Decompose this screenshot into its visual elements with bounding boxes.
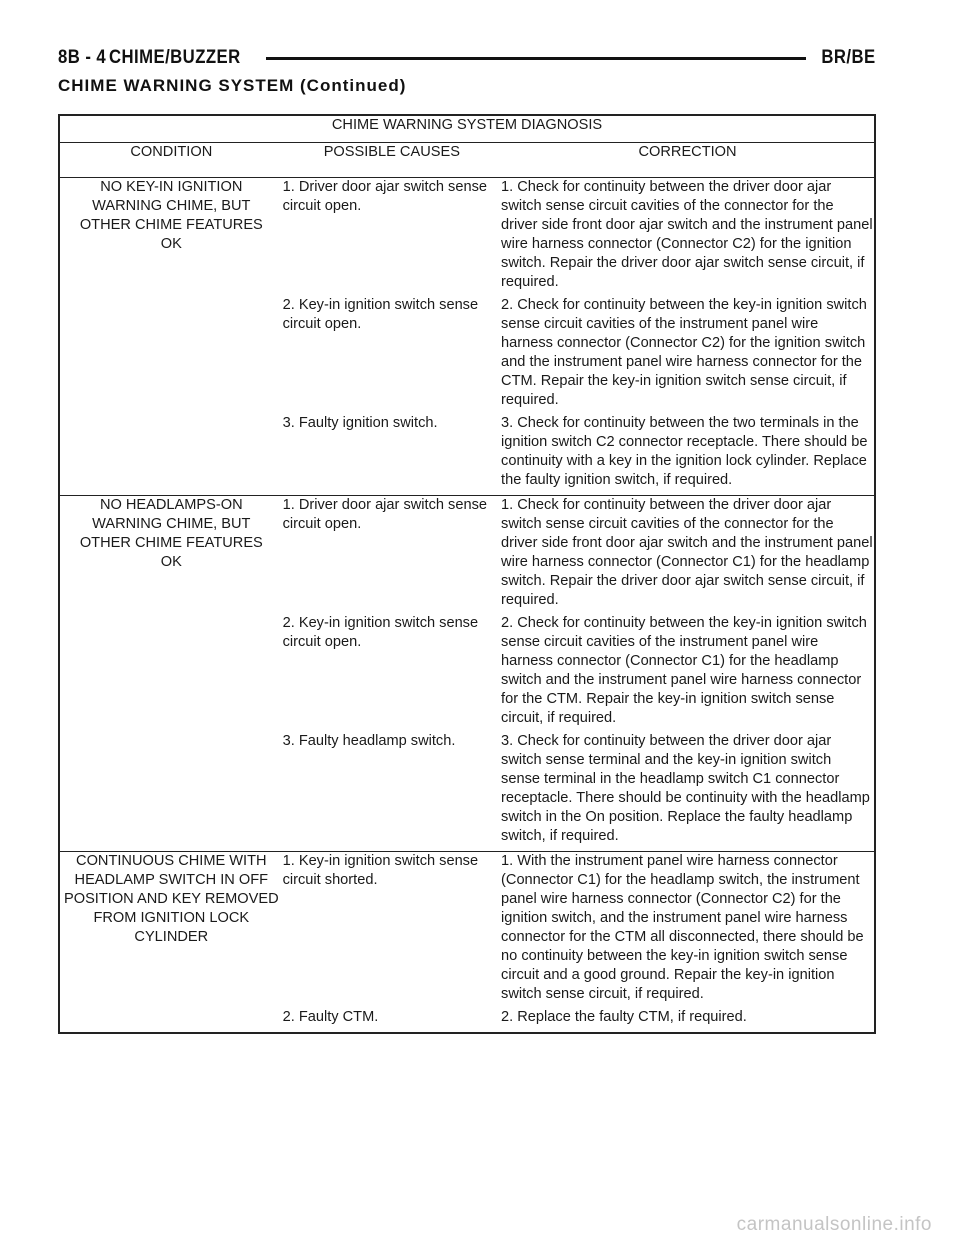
model-code: BR/BE — [821, 47, 876, 68]
condition-cell — [59, 178, 283, 496]
cause-cell: 1. Driver door ajar switch sense circuit open. — [282, 497, 488, 532]
correction-cell: 3. Check for continuity between the driver door ajar switch sense terminal and the key-in ignition switch sense terminal in the headlamp switch C1 connector receptacle. There should be continuity with the headlamp switch in the On position. Replace the faulty headlamp switch, if required. — [501, 728, 875, 852]
column-header-condition: CONDITION — [59, 143, 283, 178]
column-header-correction: CORRECTION — [501, 143, 875, 178]
watermark: carmanualsonline.info — [736, 1214, 932, 1235]
table-row — [59, 852, 875, 1005]
page-number: 8B - 4 — [58, 47, 107, 68]
condition-text: CONTINUOUS CHIME WITH HEADLAMP SWITCH IN OFF POSITION AND KEY REMOVED FROM IGNITION LOCK CYLINDER — [63, 853, 279, 945]
section-title: CHIME WARNING SYSTEM (Continued) — [58, 76, 407, 95]
header-rule — [266, 57, 806, 60]
correction-cell: 2. Check for continuity between the key-in ignition switch sense circuit cavities of the instrument panel wire harness connector (Connector C2) for the ignition switch and the instrument panel wire harness connector for the CTM. Repair the key-in ignition switch sense circuit, if required. — [501, 297, 867, 408]
cause-cell: 2. Key-in ignition switch sense circuit open. — [282, 615, 479, 650]
cause-cell: 3. Faulty ignition switch. — [283, 410, 501, 496]
cause-cell: 2. Key-in ignition switch sense circuit open. — [282, 297, 479, 332]
cause-cell: 1. Key-in ignition switch sense circuit shorted. — [282, 853, 479, 888]
table-title: CHIME WARNING SYSTEM DIAGNOSIS — [59, 115, 875, 143]
condition-cell — [59, 496, 283, 852]
table-row — [59, 496, 875, 611]
column-header-causes: POSSIBLE CAUSES — [283, 143, 501, 178]
correction-cell: 1. Check for continuity between the driver door ajar switch sense circuit cavities of the connector for the driver side front door ajar switch and the instrument panel wire harness connector (Connector C2) for the ignition switch. Repair the driver door ajar switch sense circuit, if required. — [501, 179, 873, 290]
correction-cell: 2. Check for continuity between the key-in ignition switch sense circuit cavities of the instrument panel wire harness connector (Connector C1) for the headlamp switch and the instrument panel wire harness connector for the CTM. Repair the key-in ignition switch sense circuit, if required. — [501, 615, 867, 726]
header-left — [58, 47, 258, 69]
correction-cell: 1. Check for continuity between the driver door ajar switch sense circuit cavities of the connector for the driver side front door ajar switch and the instrument panel wire harness connector (Connector C1) for the headlamp switch. Repair the driver door ajar switch sense circuit, if required. — [501, 497, 873, 608]
correction-cell: 1. With the instrument panel wire harness connector (Connector C1) for the headlamp switch, the instrument panel wire harness connector (Connector C2) for the ignition switch, and the instrument panel wire harness connector for the CTM all disconnected, there should be no continuity between the key-in ignition switch sense circuit and a good ground. Repair the key-in ignition switch sense circuit, if required. — [501, 853, 864, 1002]
section-name: CHIME/BUZZER — [108, 47, 241, 68]
cause-cell: 2. Faulty CTM. — [282, 1009, 379, 1025]
cause-cell: 1. Driver door ajar switch sense circuit open. — [282, 179, 488, 214]
correction-cell: 2. Replace the faulty CTM, if required. — [501, 1009, 747, 1025]
condition-text: NO HEADLAMPS-ON WARNING CHIME, BUT OTHER CHIME FEATURES OK — [79, 497, 263, 570]
correction-cell: 3. Check for continuity between the two terminals in the ignition switch C2 connector receptacle. There should be continuity with a key in the ignition lock cylinder. Replace the faulty ignition switch, if required. — [501, 410, 875, 496]
cause-cell: 3. Faulty headlamp switch. — [283, 728, 501, 852]
diagnosis-table — [58, 114, 876, 1034]
condition-cell — [59, 852, 283, 1034]
table-row — [59, 178, 875, 293]
condition-text: NO KEY-IN IGNITION WARNING CHIME, BUT OTHER CHIME FEATURES OK — [79, 179, 263, 252]
page-header — [58, 46, 876, 70]
